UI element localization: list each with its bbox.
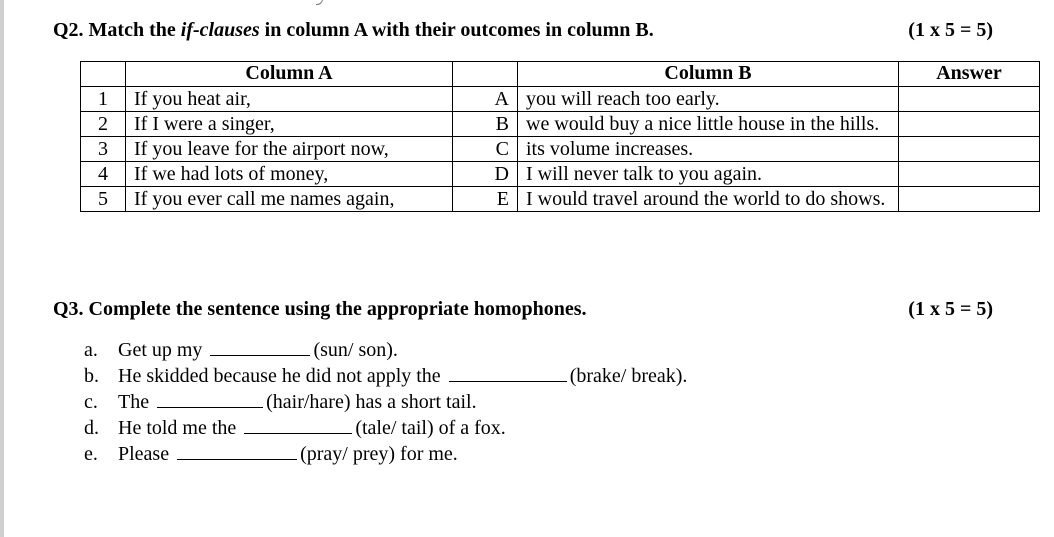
item-label: c. [84,391,98,413]
header-column-a: Column A [126,62,453,87]
clause-cell: If we had lots of money, [126,162,453,187]
header-num [81,62,126,87]
table-header-row [81,62,1040,87]
list-item [84,337,687,363]
answer-cell[interactable] [899,162,1040,187]
answer-blank[interactable] [449,363,567,382]
row-number: 5 [81,187,126,212]
clause-cell: If I were a singer, [126,112,453,137]
outcome-cell: I will never talk to you again. [518,162,899,187]
clause-cell: If you ever call me names again, [126,187,453,212]
row-number: 1 [81,87,126,112]
list-item [84,415,687,441]
header-answer: Answer [899,62,1040,87]
letter-cell: C [453,137,518,162]
item-text-before: Please [118,443,170,465]
item-text-after: (hair/hare) has a short tail. [266,391,477,413]
list-item [84,389,687,415]
clause-cell: If you heat air, [126,87,453,112]
item-text-before: He skidded because he did not apply the [118,365,441,387]
list-item [84,363,687,389]
row-number: 4 [81,162,126,187]
answer-cell[interactable] [899,187,1040,212]
item-text-after: (brake/ break). [569,365,688,387]
outcome-cell: you will reach too early. [518,87,899,112]
q2-title-prefix: Q2. Match the [53,19,181,41]
q3-heading [53,298,993,321]
table-row [81,187,1040,212]
q3-title: Q3. Complete the sentence using the appropriate homophones. [53,298,587,320]
item-text-after: (tale/ tail) of a fox. [355,417,506,439]
item-text-after: (pray/ prey) for me. [300,443,458,465]
q2-marks: (1 x 5 = 5) [908,19,993,41]
clause-cell: If you leave for the airport now, [126,137,453,162]
row-number: 3 [81,137,126,162]
q2-title-suffix: in column A with their outcomes in column B. [259,19,654,41]
letter-cell: A [453,87,518,112]
page-edge [0,0,4,537]
matching-table [80,61,1040,212]
item-label: e. [84,443,98,465]
q3-marks: (1 x 5 = 5) [908,298,993,320]
item-label: b. [84,365,99,387]
table-row [81,137,1040,162]
answer-cell[interactable] [899,87,1040,112]
letter-cell: E [453,187,518,212]
item-label: d. [84,417,99,439]
answer-blank[interactable] [157,389,263,408]
answer-cell[interactable] [899,137,1040,162]
item-text-before: He told me the [118,417,237,439]
list-item [84,441,687,467]
q2-heading [53,19,993,42]
answer-blank[interactable] [244,415,352,434]
outcome-cell: its volume increases. [518,137,899,162]
table-row [81,162,1040,187]
q2-title [53,19,654,42]
letter-cell: B [453,112,518,137]
table-row [81,87,1040,112]
outcome-cell: we would buy a nice little house in the hills. [518,112,899,137]
outcome-cell: I would travel around the world to do shows. [518,187,899,212]
homophone-list [84,337,687,467]
answer-blank[interactable] [177,441,297,460]
header-column-b: Column B [518,62,899,87]
header-letter [453,62,518,87]
q2-title-emphasis: if-clauses [180,19,260,41]
item-text-before: Get up my [118,339,203,361]
top-mark [316,0,323,5]
row-number: 2 [81,112,126,137]
table-row [81,112,1040,137]
item-text-before: The [118,391,150,413]
letter-cell: D [453,162,518,187]
item-label: a. [84,339,98,361]
item-text-after: (sun/ son). [313,339,398,361]
answer-cell[interactable] [899,112,1040,137]
answer-blank[interactable] [210,337,310,356]
